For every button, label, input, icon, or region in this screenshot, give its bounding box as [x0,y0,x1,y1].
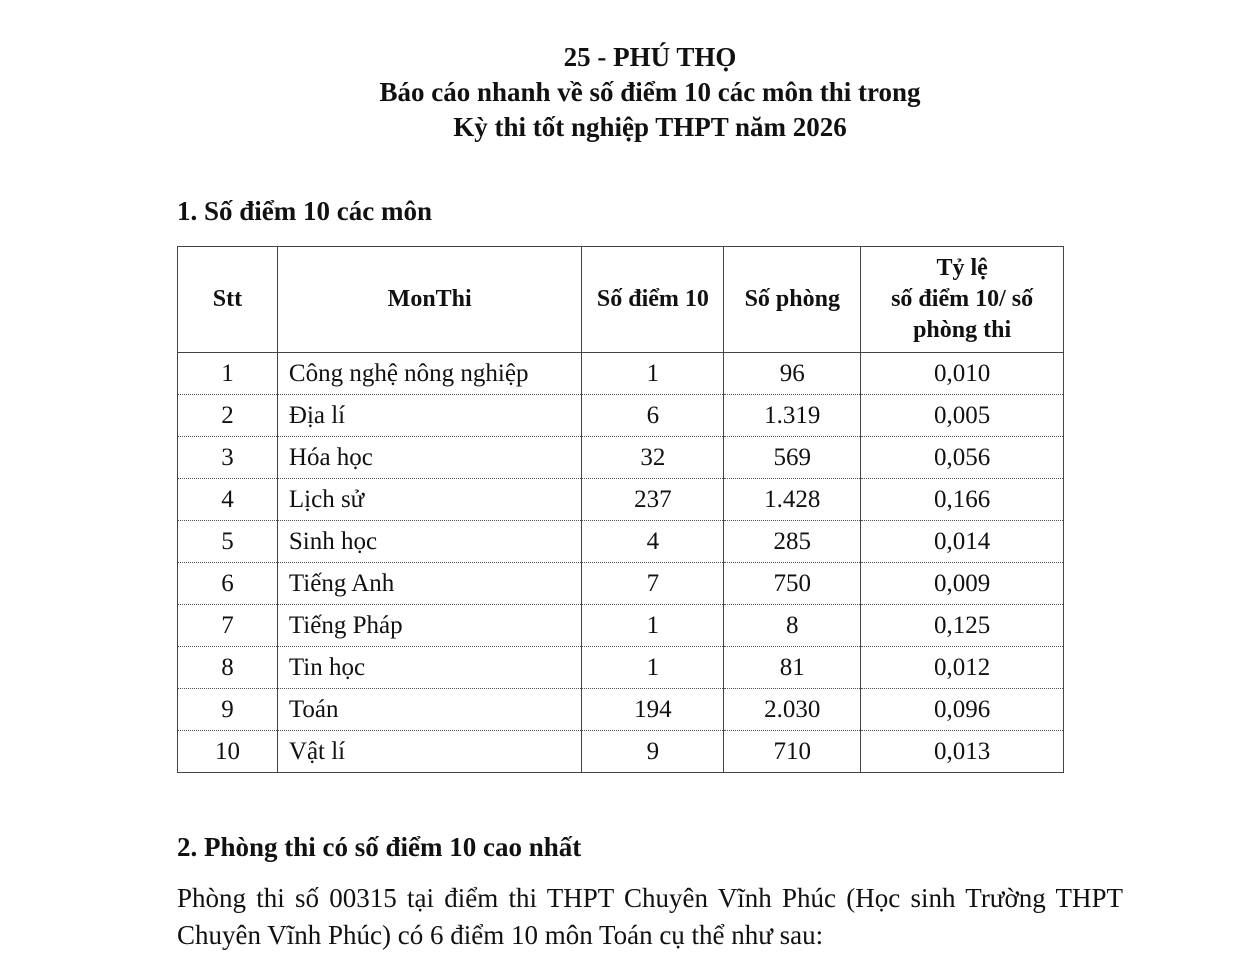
cell-ratio: 0,005 [861,395,1064,437]
cell-subject: Vật lí [277,731,582,773]
cell-stt: 9 [178,689,278,731]
header-count: Số điểm 10 [582,247,724,353]
cell-stt: 7 [178,605,278,647]
cell-subject: Địa lí [277,395,582,437]
cell-count: 6 [582,395,724,437]
header-ratio-line-1: Tỷ lệ [936,255,988,281]
cell-subject: Toán [277,689,582,731]
cell-count: 194 [582,689,724,731]
cell-ratio: 0,125 [861,605,1064,647]
cell-count: 237 [582,479,724,521]
cell-ratio: 0,056 [861,437,1064,479]
cell-stt: 10 [178,731,278,773]
cell-stt: 5 [178,521,278,563]
cell-ratio: 0,166 [861,479,1064,521]
cell-subject: Tiếng Pháp [277,605,582,647]
cell-stt: 3 [178,437,278,479]
cell-ratio: 0,012 [861,647,1064,689]
cell-stt: 8 [178,647,278,689]
table-row [178,689,1064,731]
cell-stt: 6 [178,563,278,605]
cell-count: 1 [582,647,724,689]
cell-rooms: 750 [724,563,861,605]
cell-count: 9 [582,731,724,773]
cell-subject: Công nghệ nông nghiệp [277,353,582,395]
header-ratio-line-2: số điểm 10/ số [891,286,1034,312]
cell-rooms: 710 [724,731,861,773]
cell-count: 7 [582,563,724,605]
table-header-row [178,247,1064,353]
table-row [178,605,1064,647]
cell-count: 1 [582,353,724,395]
cell-rooms: 1.428 [724,479,861,521]
cell-stt: 4 [178,479,278,521]
cell-ratio: 0,013 [861,731,1064,773]
table-row [178,437,1064,479]
header-ratio [861,247,1064,353]
cell-subject: Sinh học [277,521,582,563]
cell-ratio: 0,096 [861,689,1064,731]
cell-rooms: 8 [724,605,861,647]
body-paragraph: Phòng thi số 00315 tại điểm thi THPT Chuyên Vĩnh Phúc (Học sinh Trường THPT Chuyên Vĩnh Phúc) có 6 điểm 10 môn Toán cụ thể như sau: [177,883,1123,950]
cell-ratio: 0,010 [861,353,1064,395]
cell-ratio: 0,009 [861,563,1064,605]
report-title: Báo cáo nhanh về số điểm 10 các môn thi trong [379,77,921,107]
cell-stt: 2 [178,395,278,437]
cell-rooms: 96 [724,353,861,395]
cell-rooms: 81 [724,647,861,689]
header-ratio-line-3: phòng thi [913,317,1012,343]
cell-rooms: 1.319 [724,395,861,437]
cell-count: 4 [582,521,724,563]
header-rooms: Số phòng [724,247,861,353]
table-row [178,521,1064,563]
cell-stt: 1 [178,353,278,395]
cell-rooms: 2.030 [724,689,861,731]
exam-title: Kỳ thi tốt nghiệp THPT năm 2026 [453,112,847,142]
section-2-heading: 2. Phòng thi có số điểm 10 cao nhất [177,832,582,862]
table-row [178,731,1064,773]
cell-rooms: 285 [724,521,861,563]
header-subject: MonThi [277,247,582,353]
header-stt: Stt [178,247,278,353]
cell-subject: Hóa học [277,437,582,479]
cell-subject: Tin học [277,647,582,689]
cell-ratio: 0,014 [861,521,1064,563]
table-row [178,647,1064,689]
cell-subject: Tiếng Anh [277,563,582,605]
cell-rooms: 569 [724,437,861,479]
table-row [178,353,1064,395]
table-row [178,395,1064,437]
section-1-heading: 1. Số điểm 10 các môn [177,196,432,226]
province-title: 25 - PHÚ THỌ [563,42,737,72]
score-table [177,246,1064,773]
document-header [0,40,1241,145]
cell-subject: Lịch sử [277,479,582,521]
cell-count: 32 [582,437,724,479]
table-row [178,479,1064,521]
table-row [178,563,1064,605]
cell-count: 1 [582,605,724,647]
